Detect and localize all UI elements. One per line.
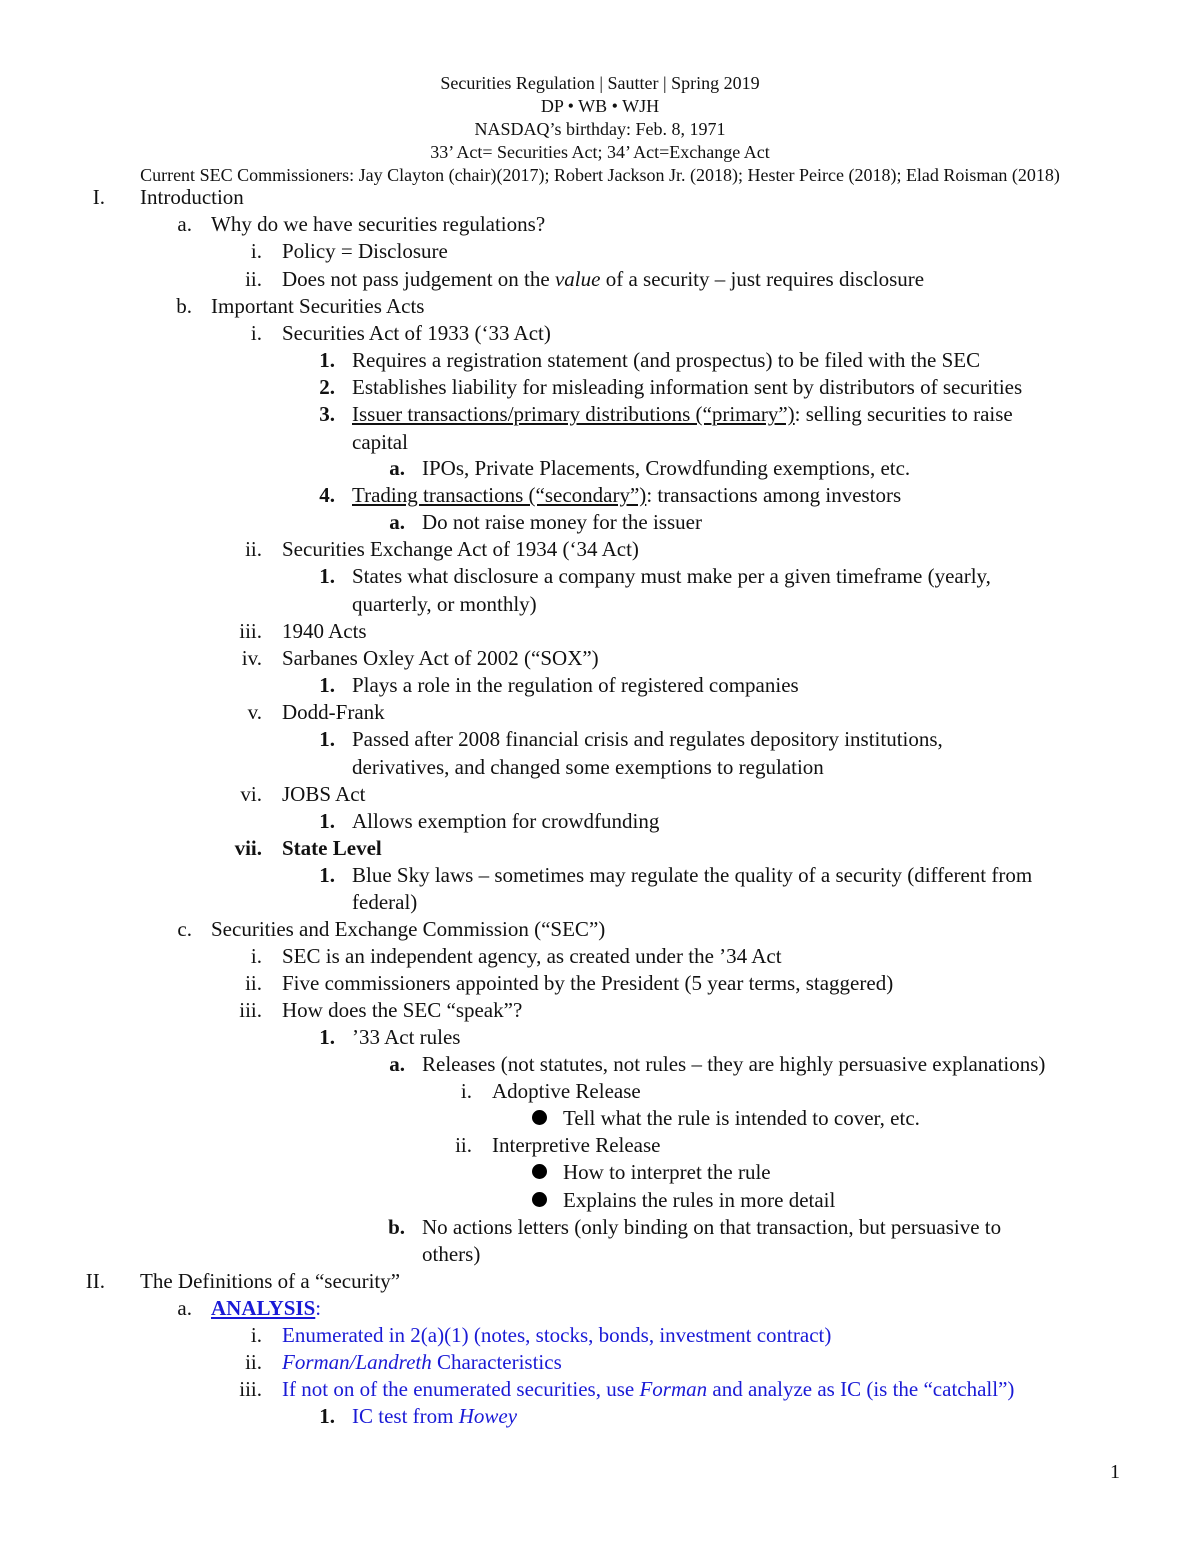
bullet-icon	[532, 1110, 547, 1125]
outline-item: Securities and Exchange Commission (“SEC”)	[211, 917, 606, 941]
bullet-item: Tell what the rule is intended to cover, etc.	[563, 1106, 920, 1130]
outline-marker: a.	[389, 510, 405, 534]
outline-item: Securities Act of 1933 (‘33 Act)	[282, 321, 551, 345]
outline-marker: i.	[250, 944, 262, 968]
outline-marker: a.	[389, 1052, 405, 1076]
outline-item: Releases (not statutes, not rules – they are highly persuasive explanations)	[422, 1052, 1046, 1076]
outline-marker: ii.	[455, 1133, 472, 1157]
outline-item-continuation: federal)	[352, 890, 418, 914]
acts-note: 33’ Act= Securities Act; 34’ Act=Exchange Act	[430, 142, 770, 162]
outline-item: Blue Sky laws – sometimes may regulate the quality of a security (different from	[352, 863, 1033, 887]
outline-item: How does the SEC “speak”?	[282, 998, 523, 1022]
outline-item: Does not pass judgement on the value of a security – just requires disclosure	[282, 267, 925, 291]
outline-item-continuation: capital	[352, 430, 408, 454]
outline-marker: i.	[250, 239, 262, 263]
section-definitions: The Definitions of a “security”	[140, 1269, 401, 1293]
outline-item: Trading transactions (“secondary”): transactions among investors	[352, 483, 902, 507]
outline-marker: v.	[247, 700, 262, 724]
outline-item: Requires a registration statement (and prospectus) to be filed with the SEC	[352, 348, 981, 372]
outline-item: IC test from Howey	[352, 1404, 518, 1428]
outline-item: Sarbanes Oxley Act of 2002 (“SOX”)	[282, 646, 599, 670]
bullet-icon	[532, 1164, 547, 1179]
outline-item: Allows exemption for crowdfunding	[352, 809, 660, 833]
outline-marker: 4.	[319, 483, 335, 507]
outline-item: Forman/Landreth Characteristics	[282, 1350, 562, 1374]
outline-item: No actions letters (only binding on that transaction, but persuasive to	[422, 1215, 1002, 1239]
bullet-icon	[532, 1192, 547, 1207]
outline-marker: ii.	[245, 971, 262, 995]
outline-marker: 3.	[319, 402, 335, 426]
analysis-heading: ANALYSIS:	[211, 1296, 322, 1320]
outline-marker: c.	[177, 917, 192, 941]
outline-item: Policy = Disclosure	[282, 239, 448, 263]
outline-item: JOBS Act	[282, 782, 366, 806]
outline-marker: 2.	[319, 375, 335, 399]
commissioners-note: Current SEC Commissioners: Jay Clayton (chair)(2017); Robert Jackson Jr. (2018); Hester Peirce (2018); Elad Roisman (2018)	[140, 165, 1060, 185]
outline-marker: 1.	[319, 1404, 335, 1428]
outline-marker: a.	[389, 456, 405, 480]
outline-marker: iv.	[241, 646, 262, 670]
outline-marker: iii.	[239, 998, 262, 1022]
outline-marker: i.	[250, 1323, 262, 1347]
outline-item: Securities Exchange Act of 1934 (‘34 Act)	[282, 537, 639, 561]
outline-item: Issuer transactions/primary distributions (“primary”): selling securities to raise	[352, 402, 1013, 426]
bullet-item: How to interpret the rule	[563, 1160, 771, 1184]
outline-item-continuation: others)	[422, 1242, 481, 1266]
outline-marker: 1.	[319, 564, 335, 588]
outline-item: Interpretive Release	[492, 1133, 661, 1157]
outline-item: Why do we have securities regulations?	[211, 212, 546, 236]
outline-marker: b.	[176, 294, 192, 318]
outline-marker: ii.	[245, 537, 262, 561]
doc-title: Securities Regulation | Sautter | Spring 2019	[440, 73, 760, 93]
outline-marker: a.	[177, 212, 192, 236]
outline-item: Dodd-Frank	[282, 700, 385, 724]
outline-item: Passed after 2008 financial crisis and regulates depository institutions,	[352, 727, 943, 751]
outline-marker: vii.	[234, 836, 262, 860]
outline-marker: 1.	[319, 809, 335, 833]
outline-item: Five commissioners appointed by the President (5 year terms, staggered)	[282, 971, 894, 995]
outline-item: 1940 Acts	[282, 619, 367, 643]
outline-item: States what disclosure a company must make per a given timeframe (yearly,	[352, 564, 991, 588]
outline-item: Adoptive Release	[492, 1079, 641, 1103]
outline-marker: 1.	[319, 1025, 335, 1049]
outline-item: If not on of the enumerated securities, use Forman and analyze as IC (is the “catchall”)	[282, 1377, 1015, 1401]
outline-item: ’33 Act rules	[352, 1025, 461, 1049]
outline-marker: iii.	[239, 1377, 262, 1401]
outline-item: IPOs, Private Placements, Crowdfunding exemptions, etc.	[422, 456, 911, 480]
outline-marker: vi.	[240, 782, 262, 806]
outline-marker: b.	[388, 1215, 405, 1239]
nasdaq-note: NASDAQ’s birthday: Feb. 8, 1971	[474, 119, 726, 139]
section-introduction: Introduction	[140, 185, 244, 209]
outline-item: State Level	[282, 836, 382, 860]
outline-marker: i.	[250, 321, 262, 345]
outline-marker: ii.	[245, 1350, 262, 1374]
doc-authors: DP • WB • WJH	[540, 96, 660, 116]
outline-item: Do not raise money for the issuer	[422, 510, 702, 534]
outline-item: Plays a role in the regulation of registered companies	[352, 673, 799, 697]
bullet-item: Explains the rules in more detail	[563, 1188, 836, 1212]
outline-marker: ii.	[245, 267, 262, 291]
outline-marker: a.	[177, 1296, 192, 1320]
page-number: 1	[1110, 1461, 1120, 1483]
outline-item-continuation: derivatives, and changed some exemptions to regulation	[352, 755, 824, 779]
outline-item: Enumerated in 2(a)(1) (notes, stocks, bonds, investment contract)	[282, 1323, 832, 1347]
outline-marker: 1.	[319, 863, 335, 887]
outline-item: Important Securities Acts	[211, 294, 425, 318]
outline-marker: II.	[85, 1269, 105, 1293]
outline-marker: iii.	[239, 619, 262, 643]
outline-item-continuation: quarterly, or monthly)	[352, 592, 537, 616]
outline-marker: 1.	[319, 348, 335, 372]
outline-marker: 1.	[319, 673, 335, 697]
outline-marker: I.	[92, 185, 105, 209]
outline-item: Establishes liability for misleading information sent by distributors of securities	[352, 375, 1023, 399]
outline-marker: i.	[460, 1079, 472, 1103]
outline-item: SEC is an independent agency, as created under the ’34 Act	[282, 944, 782, 968]
outline-marker: 1.	[319, 727, 335, 751]
